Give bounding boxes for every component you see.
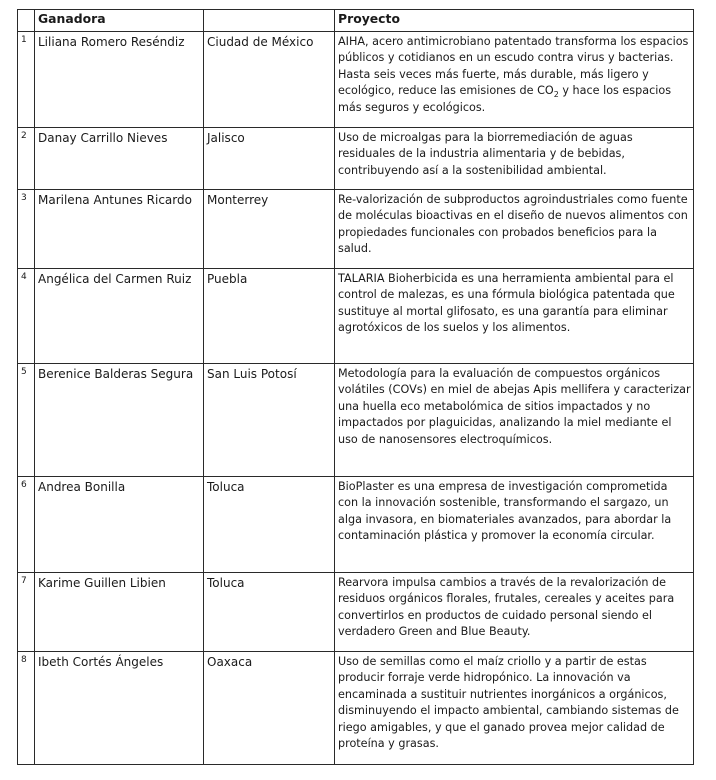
winner-place: San Luis Potosí [204,364,335,477]
project-text-end: y hace los espacios más seguros y ecológicos. [338,84,672,114]
table-row [18,190,694,269]
project-description: BioPlaster es una empresa de investigación comprometida con la innovación sostenible, transformando el sargazo, un alga invasora, en biomateriales avanzados, para abordar la contaminación plástica y promover la economía circular. [335,477,694,573]
winner-place: Toluca [204,573,335,652]
table-row [18,573,694,652]
table-row [18,652,694,765]
winner-name: Angélica del Carmen Ruiz [35,269,204,364]
header-project: Proyecto [335,10,694,32]
project-text: AIHA, acero antimicrobiano patentado transforma los espacios públicos y cotidianos en un escudo contra virus y bacterias. Hasta seis veces más fuerte, más durable, más ligero y ecológico, reduce las emisiones de CO [338,35,689,98]
row-number: 5 [18,364,35,477]
row-number: 2 [18,128,35,190]
table-row [18,32,694,128]
winner-name: Berenice Balderas Segura [35,364,204,477]
winner-place: Toluca [204,477,335,573]
winner-name: Karime Guillen Libien [35,573,204,652]
subscript-2: 2 [553,90,559,100]
table-row [18,477,694,573]
table-row [18,364,694,477]
row-number: 7 [18,573,35,652]
project-description: Rearvora impulsa cambios a través de la revalorización de residuos orgánicos florales, frutales, cereales y aceites para convertirlos en productos de cuidado personal siendo el verdadero Green and Blue Beauty. [335,573,694,652]
project-description: Re-valorización de subproductos agroindustriales como fuente de moléculas bioactivas en el diseño de nuevos alimentos con propiedades funcionales con probados beneficios para la salud. [335,190,694,269]
row-number: 6 [18,477,35,573]
project-description: Uso de semillas como el maíz criollo y a partir de estas producir forraje verde hidropónico. La innovación va encaminada a sustituir nutrientes inorgánicos a orgánicos, disminuyendo el impacto ambiental, cambiando sistemas de riego amigables, y que el ganado provea mejor calidad de proteína y grasas. [335,652,694,765]
winner-place: Oaxaca [204,652,335,765]
winner-name: Marilena Antunes Ricardo [35,190,204,269]
table-row [18,128,694,190]
row-number: 1 [18,32,35,128]
winner-place: Monterrey [204,190,335,269]
winner-place: Ciudad de México [204,32,335,128]
winner-name: Danay Carrillo Nieves [35,128,204,190]
project-description: Uso de microalgas para la biorremediación de aguas residuales de la industria alimentaria y de bebidas, contribuyendo así a la sostenibilidad ambiental. [335,128,694,190]
header-number [18,10,35,32]
winner-place: Jalisco [204,128,335,190]
winner-name: Andrea Bonilla [35,477,204,573]
row-number: 3 [18,190,35,269]
winner-name: Ibeth Cortés Ángeles [35,652,204,765]
header-winner: Ganadora [35,10,204,32]
project-description: Metodología para la evaluación de compuestos orgánicos volátiles (COVs) en miel de abejas Apis mellifera y caracterizar una huella eco metabolómica de sitios impactados y no impactados por plaguicidas, analizando la miel mediante el uso de nanosensores electroquímicos. [335,364,694,477]
winners-table [17,9,694,765]
winner-name: Liliana Romero Reséndiz [35,32,204,128]
row-number: 4 [18,269,35,364]
table-row [18,269,694,364]
winner-place: Puebla [204,269,335,364]
project-description: TALARIA Bioherbicida es una herramienta ambiental para el control de malezas, es una fórmula biológica patentada que sustituye al mortal glifosato, es una garantía para eliminar agrotóxicos de los suelos y los alimentos. [335,269,694,364]
header-row [18,10,694,32]
header-place [204,10,335,32]
project-description [335,32,694,128]
row-number: 8 [18,652,35,765]
